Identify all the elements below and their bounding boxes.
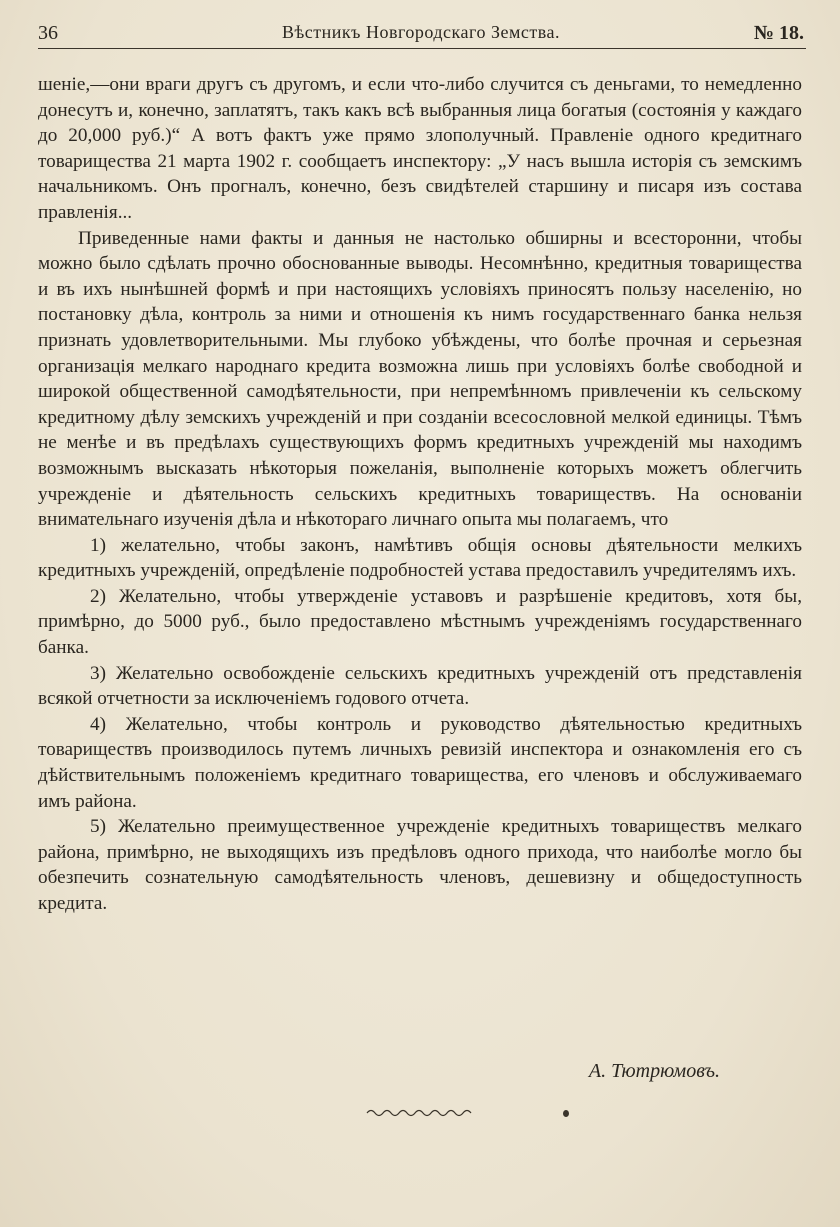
paragraph: Приведенные нами факты и данныя не настолько обширны и всесторонни, чтобы можно было сдѣлать прочно обоснованные выводы. Несомнѣнно, кредитныя товарищества и въ ихъ нынѣшней формѣ и при настоящихъ условіяхъ приносятъ пользу населенію, но постановку дѣла, контроль за ними и отношенія къ нимъ государственнаго банка нельзя признать удовлетворительными. Мы глубоко убѣждены, что болѣе прочная и серьезная организація мелкаго народнаго кредита возможна лишь при условіяхъ болѣе свободной и широкой общественной самодѣятельности, при непремѣнномъ привлеченіи къ сельскому кредитному дѣлу земскихъ учрежденій и при созданіи всесословной мелкой единицы. Тѣмъ не менѣе и въ предѣлахъ существующихъ формъ кредитныхъ учрежденій мы находимъ возможнымъ высказать нѣкоторыя пожеланія, выполненіе которыхъ можетъ облегчить учрежденіе и дѣятельность сельскихъ кредитныхъ товариществъ. На основаніи внимательнаго изученія дѣла и нѣкотораго личнаго опыта мы полагаемъ, что (38, 227, 802, 531)
author-signature: А. Тютрюмовъ. (588, 1060, 720, 1082)
list-item: 2) Желательно, чтобы утвержденіе уставовъ и разрѣшеніе кредитовъ, хотя бы, примѣрно, до 5000 руб., было предоставлено мѣстнымъ учрежденіямъ государственнаго банка. (38, 585, 802, 659)
list-item: 3) Желательно освобожденіе сельскихъ кредитныхъ учрежденій отъ представленія всякой отчетности за исключеніемъ годового отчета. (38, 662, 802, 710)
issue-number: № 18. (753, 22, 804, 44)
wave-ornament-icon (365, 1106, 475, 1120)
journal-title: Вѣстникъ Новгородскаго Земства. (282, 22, 560, 42)
header-rule (38, 48, 806, 49)
list-item: 4) Желательно, чтобы контроль и руководство дѣятельностью кредитныхъ товариществъ производилось путемъ личныхъ ревизій инспектора и ознакомленія его съ дѣйствительнымъ положеніемъ кредитнаго товарищества, его членовъ и обслуживаемаго имъ района. (38, 713, 802, 812)
list-item: 1) желательно, чтобы законъ, намѣтивъ общія основы дѣятельности мелкихъ кредитныхъ учрежденій, опредѣленіе подробностей устава предоставилъ учредителямъ ихъ. (38, 534, 802, 582)
paragraph: шеніе,—они враги другъ съ другомъ, и если что-либо случится съ деньгами, то немедленно донесутъ и, конечно, заплатятъ, такъ какъ всѣ выбранныя лица богатыя (состоянія у каждаго до 20,000 руб.)“ А вотъ фактъ уже прямо злополучный. Правленіе одного кредитнаго товарищества 21 марта 1902 г. сообщаетъ инспектору: „У насъ вышла исторія съ земскимъ начальникомъ. Онъ прогналъ, конечно, безъ свидѣтелей старшину и писаря изъ состава правленія... (38, 74, 802, 223)
page-number: 36 (38, 22, 58, 44)
body-text (38, 72, 802, 917)
list-item: 5) Желательно преимущественное учрежденіе кредитныхъ товариществъ мелкаго района, примѣрно, не выходящихъ изъ предѣловъ одного прихода, что наиболѣе могло бы обезпечить сознательную самодѣятельность членовъ, дешевизну и общедоступность кредита. (38, 816, 802, 914)
ink-dot (563, 1110, 569, 1117)
page-header (38, 22, 804, 48)
